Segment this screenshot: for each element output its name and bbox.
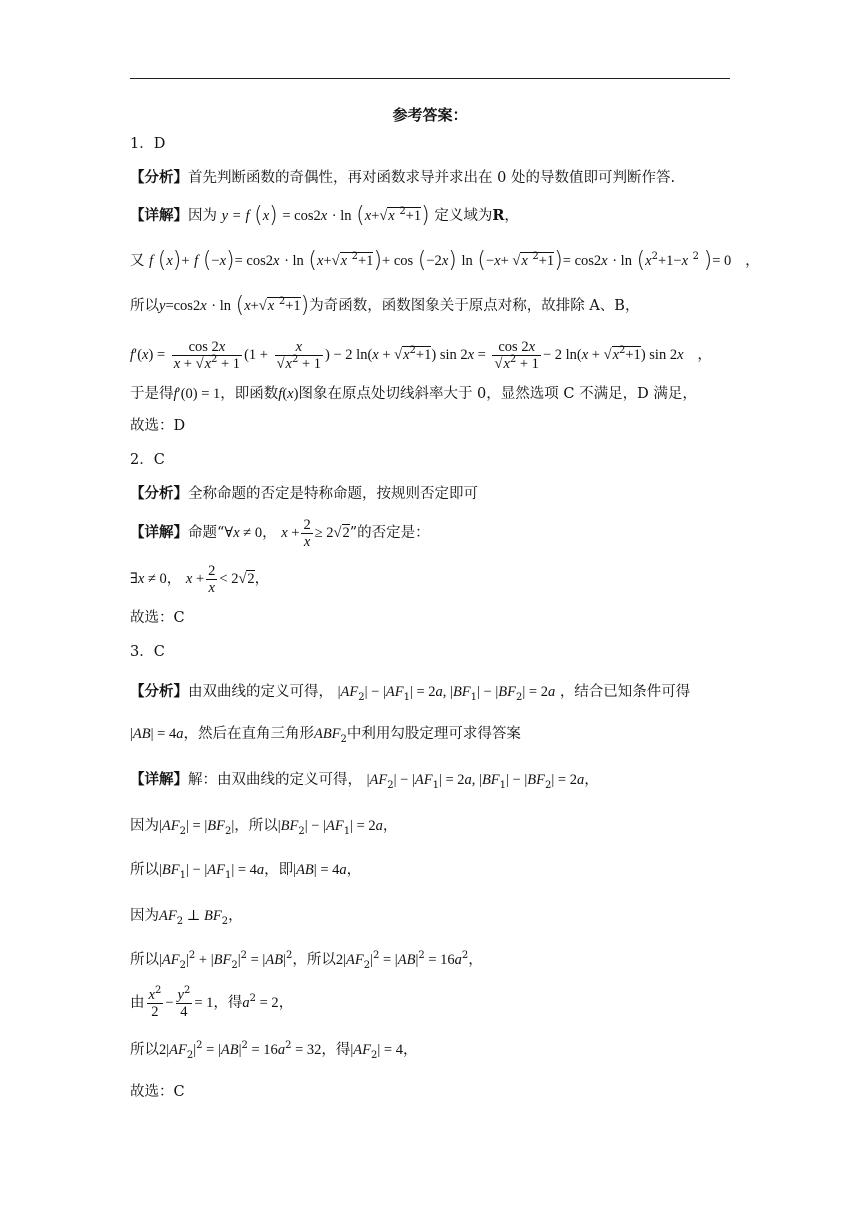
- q2-analysis: 【分析】全称命题的否定是特称命题，按规则否定即可: [130, 485, 478, 502]
- q2-detail-line2: ∃x ≠ 0， x + $\frac{2}{x}$ < 2√2，: [130, 562, 270, 596]
- q3-detail-line6: 由 $\frac{x^2}{2}$ − $\frac{y^2}{4}$ = 1，得$a^2 = 2$，: [130, 984, 294, 1020]
- q1-detail-line4: f′(x) = $\frac{\cos 2x}{x + √x^2 + 1}$ (1 + $\frac{x}{√x^2 + 1}$ ) − 2 $\ln(x + √x^2+1)$ sin 2x = $\frac{\cos 2x}{√x^2 + 1}$ − 2 $\ln(x + √x^2+1)$ sin 2x ，: [130, 338, 712, 372]
- q3-detail-line4: 因为$AF_2$ ⊥ $BF_2$，: [130, 908, 243, 927]
- q3-detail-line2: 因为$|AF_2| = |BF_2|$，所以$|BF_2| - |AF_1| = 2a$，: [130, 818, 398, 837]
- q1-analysis: 【分析】首先判断函数的奇偶性，再对函数求导并求出在 0 处的导数值即可判断作答.: [130, 169, 676, 186]
- q2-detail-line1: 【详解】命题“∀x ≠ 0， x + $\frac{2}{x}$ ≥ 2√2”的否定是：: [130, 516, 430, 550]
- q1-detail-line2: 又 f (x)+ f (−x)= cos2x · ln (x+√x $^2$+1)+ cos (−2x) ln (−x+ √x $^2+1)= \cos 2x \cdot \ln (x^2+1-x$ $^2$ )= 0 ，: [130, 248, 760, 273]
- q1-choose: 故选：D: [130, 418, 186, 434]
- q3-choose: 故选：C: [130, 1084, 185, 1100]
- q2-number: 2．C: [130, 452, 165, 468]
- q3-number: 3．C: [130, 644, 165, 660]
- q3-detail-line7: 所以$2|AF_2|^2 = |AB|^2 = 16a^2 = 32$，得$|AF_2| = 4$，: [130, 1040, 418, 1061]
- q3-detail-line3: 所以$|BF_1| - |AF_1| = 4a$，即|AB| = 4a，: [130, 862, 362, 881]
- header-rule: [130, 78, 730, 79]
- q3-analysis: 【分析】由双曲线的定义可得， $|AF_2| - |AF_1| = 2a$, $|BF_1| - |BF_2| = 2a$ ，结合已知条件可得: [130, 683, 691, 703]
- q1-detail-line3: 所以y=cos2x · ln (x+√x $^2$+1)为奇函数，函数图象关于原点对称，故排除 A、B，: [130, 293, 640, 318]
- page-title: 参考答案：: [392, 106, 468, 124]
- q2-choose: 故选：C: [130, 610, 185, 626]
- q1-detail-line1: 【详解】因为 y = f (x) = cos2x · ln (x+√x $^2$+1) 定义域为R，: [130, 203, 519, 228]
- q1-number: 1．D: [130, 136, 166, 152]
- q1-detail-line5: 于是得f′(0) = 1，即函数f(x)图象在原点处切线斜率大于 0，显然选项 C 不满足，D 满足，: [130, 386, 697, 402]
- q3-detail-line5: 所以$|AF_2|^2 + |BF_2|^2 = |AB|^2$，所以$2|AF_2|^2 = |AB|^2 = 16a^2$，: [130, 950, 483, 971]
- q3-detail-line1: 【详解】解：由双曲线的定义可得， $|AF_2| - |AF_1| = 2a$, $|BF_1| - |BF_2| = 2a$，: [130, 771, 599, 791]
- q3-analysis-line2: |AB| = 4a，然后在直角三角形$ABF_2$中利用勾股定理可求得答案: [130, 726, 521, 745]
